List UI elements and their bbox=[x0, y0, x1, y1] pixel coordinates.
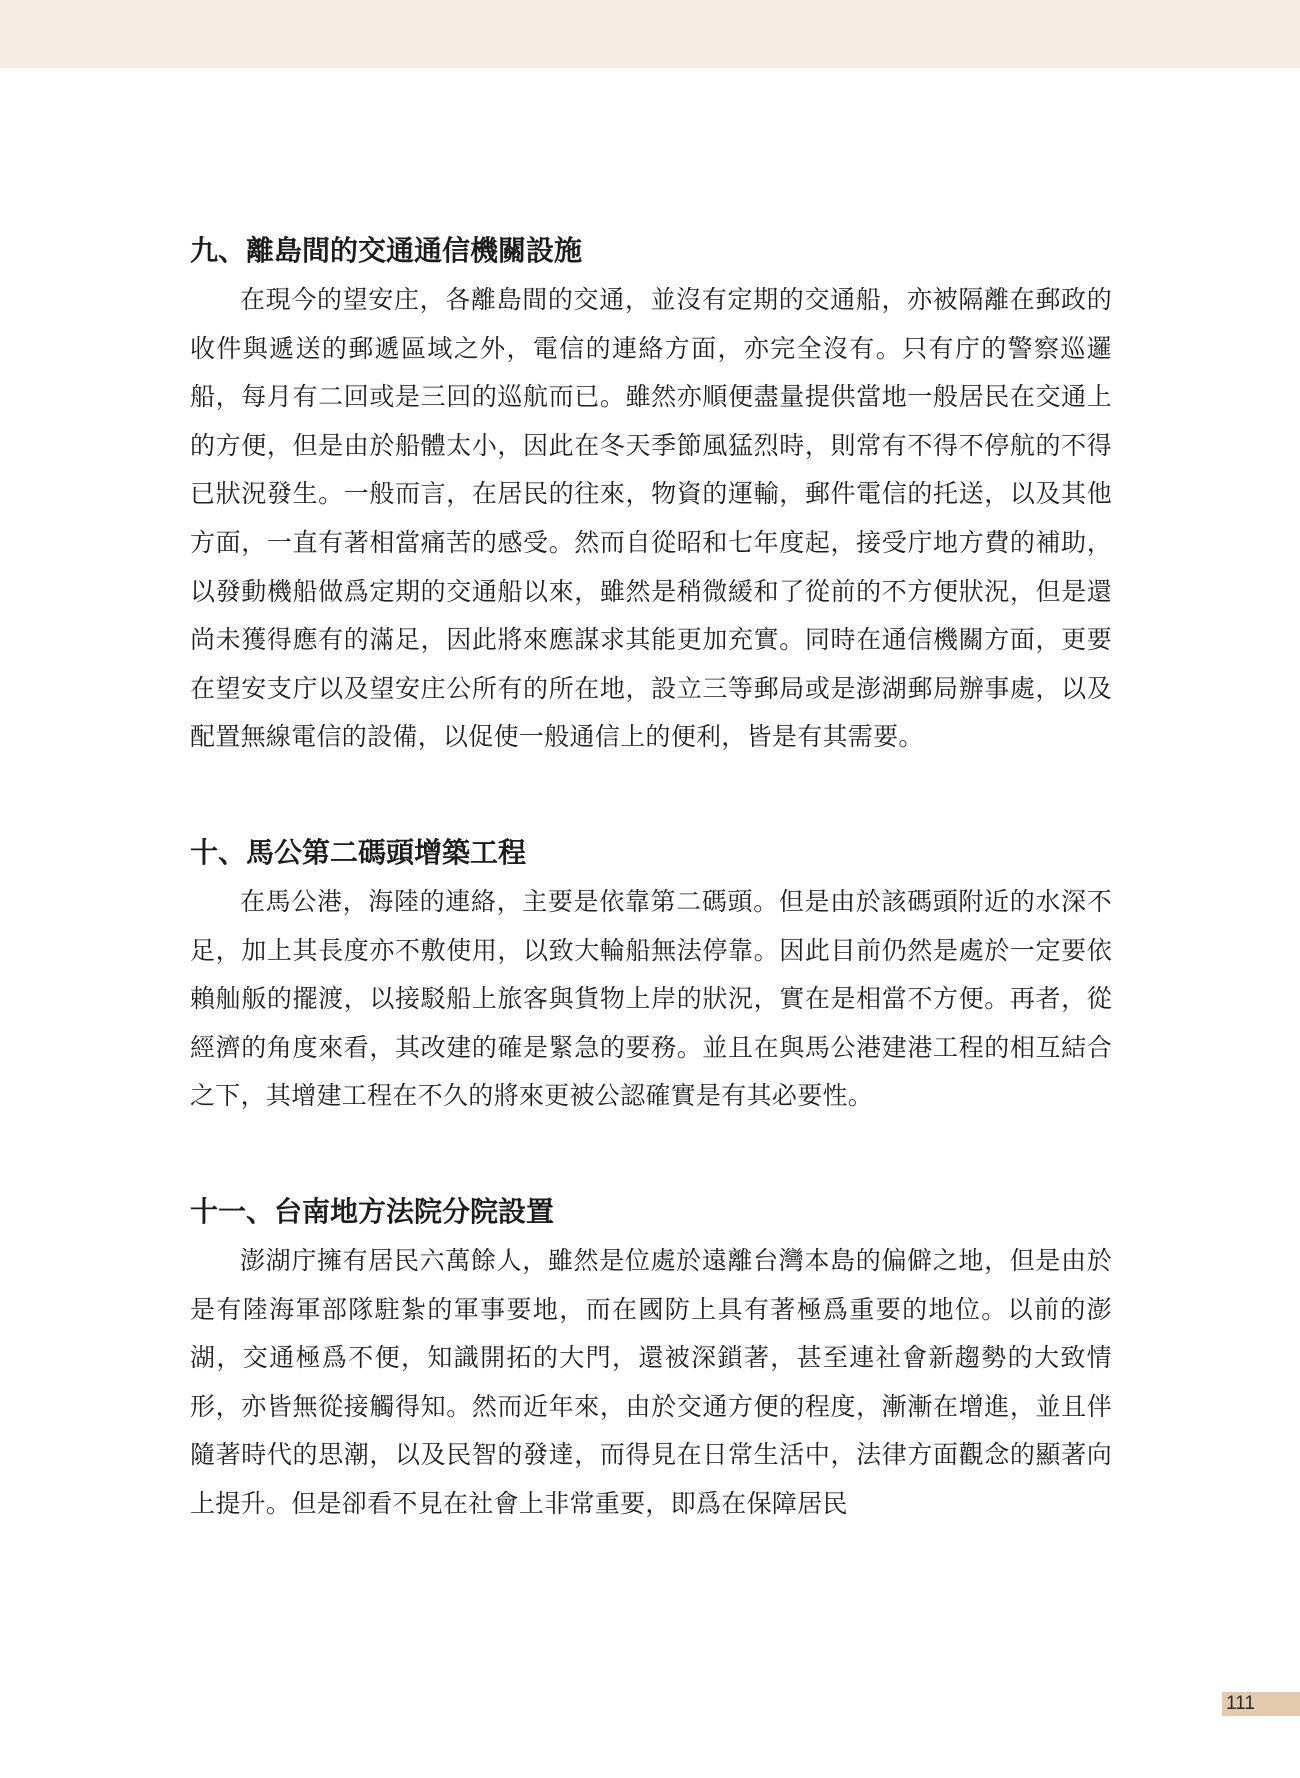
section-paragraph: 在現今的望安庄，各離島間的交通，並沒有定期的交通船，亦被隔離在郵政的收件與遞送的郵遞區域之外，電信的連絡方面，亦完全沒有。只有庁的警察巡邏船，每月有二回或是三回的巡航而已。雖然亦順便盡量提供當地一般居民在交通上的方便，但是由於船體太小，因此在冬天季節風猛烈時，則常有不得不停航的不得已狀況發生。一般而言，在居民的往來，物資的運輸，郵件電信的托送，以及其他方面，一直有著相當痛苦的感受。然而自從昭和七年度起，接受庁地方費的補助，以發動機船做爲定期的交通船以來，雖然是稍微緩和了從前的不方便狀況，但是還尚未獲得應有的滿足，因此將來應謀求其能更加充實。同時在通信機關方面，更要在望安支庁以及望安庄公所有的所在地，設立三等郵局或是澎湖郵局辦事處，以及配置無線電信的設備，以促使一般通信上的便利，皆是有其需要。 bbox=[190, 285, 1112, 752]
page-content bbox=[190, 226, 1112, 1594]
section-paragraph: 在馬公港，海陸的連絡，主要是依靠第二碼頭。但是由於該碼頭附近的水深不足，加上其長度亦不敷使用，以致大輪船無法停靠。因此目前仍然是處於一定要依賴舢舨的擺渡，以接駁船上旅客與貨物上岸的狀況，實在是相當不方便。再者，從經濟的角度來看，其改建的確是緊急的要務。並且在與馬公港建港工程的相互結合之下，其增建工程在不久的將來更被公認確實是有其必要性。 bbox=[190, 886, 1112, 1111]
section-9 bbox=[190, 226, 1112, 762]
section-title: 九、離島間的交通通信機關設施 bbox=[190, 234, 583, 267]
page-number: 111 bbox=[1222, 1692, 1300, 1716]
section-title: 十、馬公第二碼頭增築工程 bbox=[190, 835, 527, 869]
section-title: 十一、台南地方法院分院設置 bbox=[190, 1194, 555, 1228]
section-paragraph: 澎湖庁擁有居民六萬餘人，雖然是位處於遠離台灣本島的偏僻之地，但是由於是有陸海軍部隊駐紮的軍事要地，而在國防上具有著極爲重要的地位。以前的澎湖，交通極爲不便，知識開拓的大門，還被深鎖著，甚至連社會新趨勢的大致情形，亦皆無從接觸得知。然而近年來，由於交通方便的程度，漸漸在增進，並且伴隨著時代的思潮，以及民智的發達，而得見在日常生活中，法律方面觀念的顯著向上提升。但是卻看不見在社會上非常重要，即爲在保障居民 bbox=[190, 1245, 1112, 1518]
header-band bbox=[0, 0, 1300, 68]
section-10 bbox=[190, 828, 1112, 1121]
section-11 bbox=[190, 1187, 1112, 1529]
